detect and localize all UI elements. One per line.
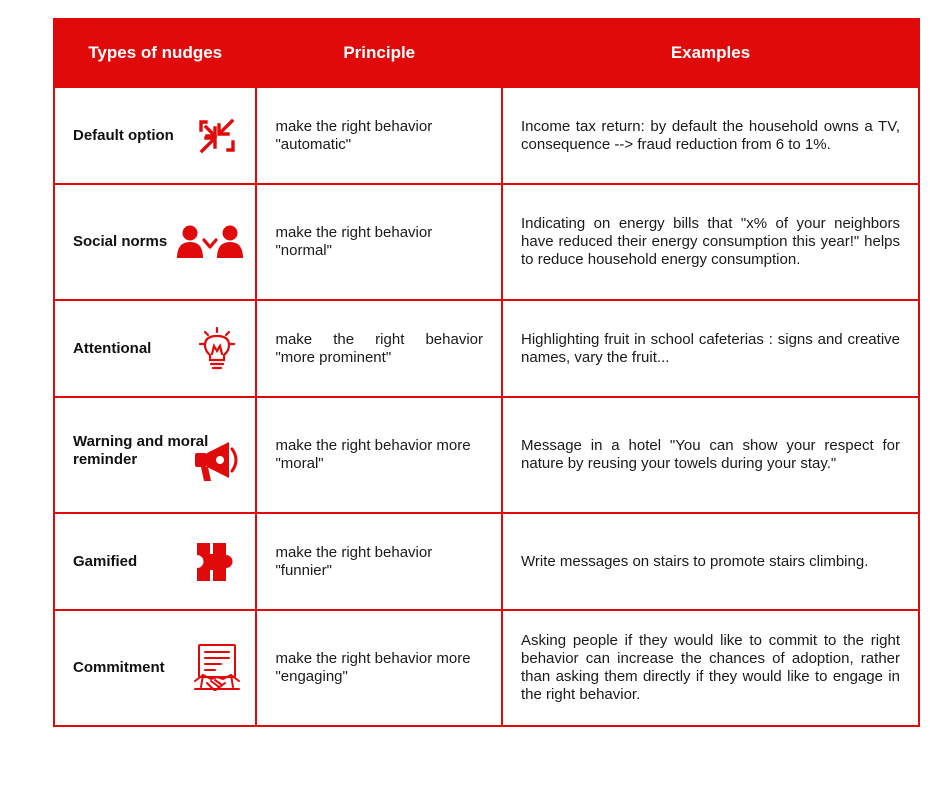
type-name: Default option <box>73 126 174 144</box>
principle-cell <box>256 87 502 184</box>
type-name-line: Warning and moral <box>73 433 209 450</box>
principle-line: make the right behavior <box>275 330 484 348</box>
type-name: Commitment <box>73 659 165 676</box>
table-row <box>54 300 919 397</box>
megaphone-icon <box>191 436 243 486</box>
type-cell <box>54 513 256 610</box>
principle-line: make the right behavior <box>275 117 433 135</box>
table-row <box>54 87 919 184</box>
type-name: Gamified <box>73 552 138 570</box>
example-cell: Message in a hotel "You can show your respect for nature by reusing your towels during your stay." <box>502 397 919 513</box>
principle-cell <box>256 610 502 726</box>
table-row <box>54 610 919 726</box>
principle-line: make the right behavior more <box>275 650 471 667</box>
principle-cell <box>256 184 502 300</box>
type-name-line: reminder <box>73 451 138 468</box>
principle-line: "automatic" <box>275 135 352 153</box>
arrows-inward-icon <box>191 111 243 161</box>
example-cell: Highlighting fruit in school cafeterias : signs and creative names, vary the fruit... <box>502 300 919 397</box>
table-row <box>54 184 919 300</box>
principle-line: make the right behavior <box>275 224 433 241</box>
type-cell <box>54 300 256 397</box>
example-cell: Write messages on stairs to promote stairs climbing. <box>502 513 919 610</box>
principle-cell <box>256 513 502 610</box>
principle-line: "moral" <box>275 455 324 472</box>
header-examples: Examples <box>502 19 919 87</box>
people-icon <box>177 217 243 267</box>
principle-line: "funnier" <box>275 561 332 579</box>
table-row <box>54 397 919 513</box>
type-name: Social norms <box>73 233 168 250</box>
principle-line: "engaging" <box>275 668 348 685</box>
principle-line: "normal" <box>275 242 332 259</box>
lightbulb-icon <box>191 324 243 374</box>
type-name: Attentional <box>73 339 152 357</box>
header-types: Types of nudges <box>54 19 256 87</box>
type-cell <box>54 184 256 300</box>
principle-line: "more prominent" <box>275 348 392 366</box>
type-cell <box>54 87 256 184</box>
header-principle: Principle <box>256 19 502 87</box>
example-cell: Income tax return: by default the household owns a TV, consequence --> fraud reduction from 6 to 1%. <box>502 87 919 184</box>
principle-cell <box>256 300 502 397</box>
header-row <box>54 19 919 87</box>
type-cell <box>54 610 256 726</box>
principle-line: make the right behavior <box>275 543 433 561</box>
example-cell: Indicating on energy bills that "x% of your neighbors have reduced their energy consumption this year!" helps to reduce household energy consumption. <box>502 184 919 300</box>
example-cell: Asking people if they would like to commit to the right behavior can increase the chances of adoption, rather than asking them directly if they would like to engage in the right behavior. <box>502 610 919 726</box>
table-row <box>54 513 919 610</box>
nudges-table <box>53 18 920 727</box>
contract-handshake-icon <box>191 643 243 693</box>
principle-cell <box>256 397 502 513</box>
puzzle-piece-icon <box>191 537 243 587</box>
principle-line: make the right behavior more <box>275 437 471 454</box>
type-cell <box>54 397 256 513</box>
